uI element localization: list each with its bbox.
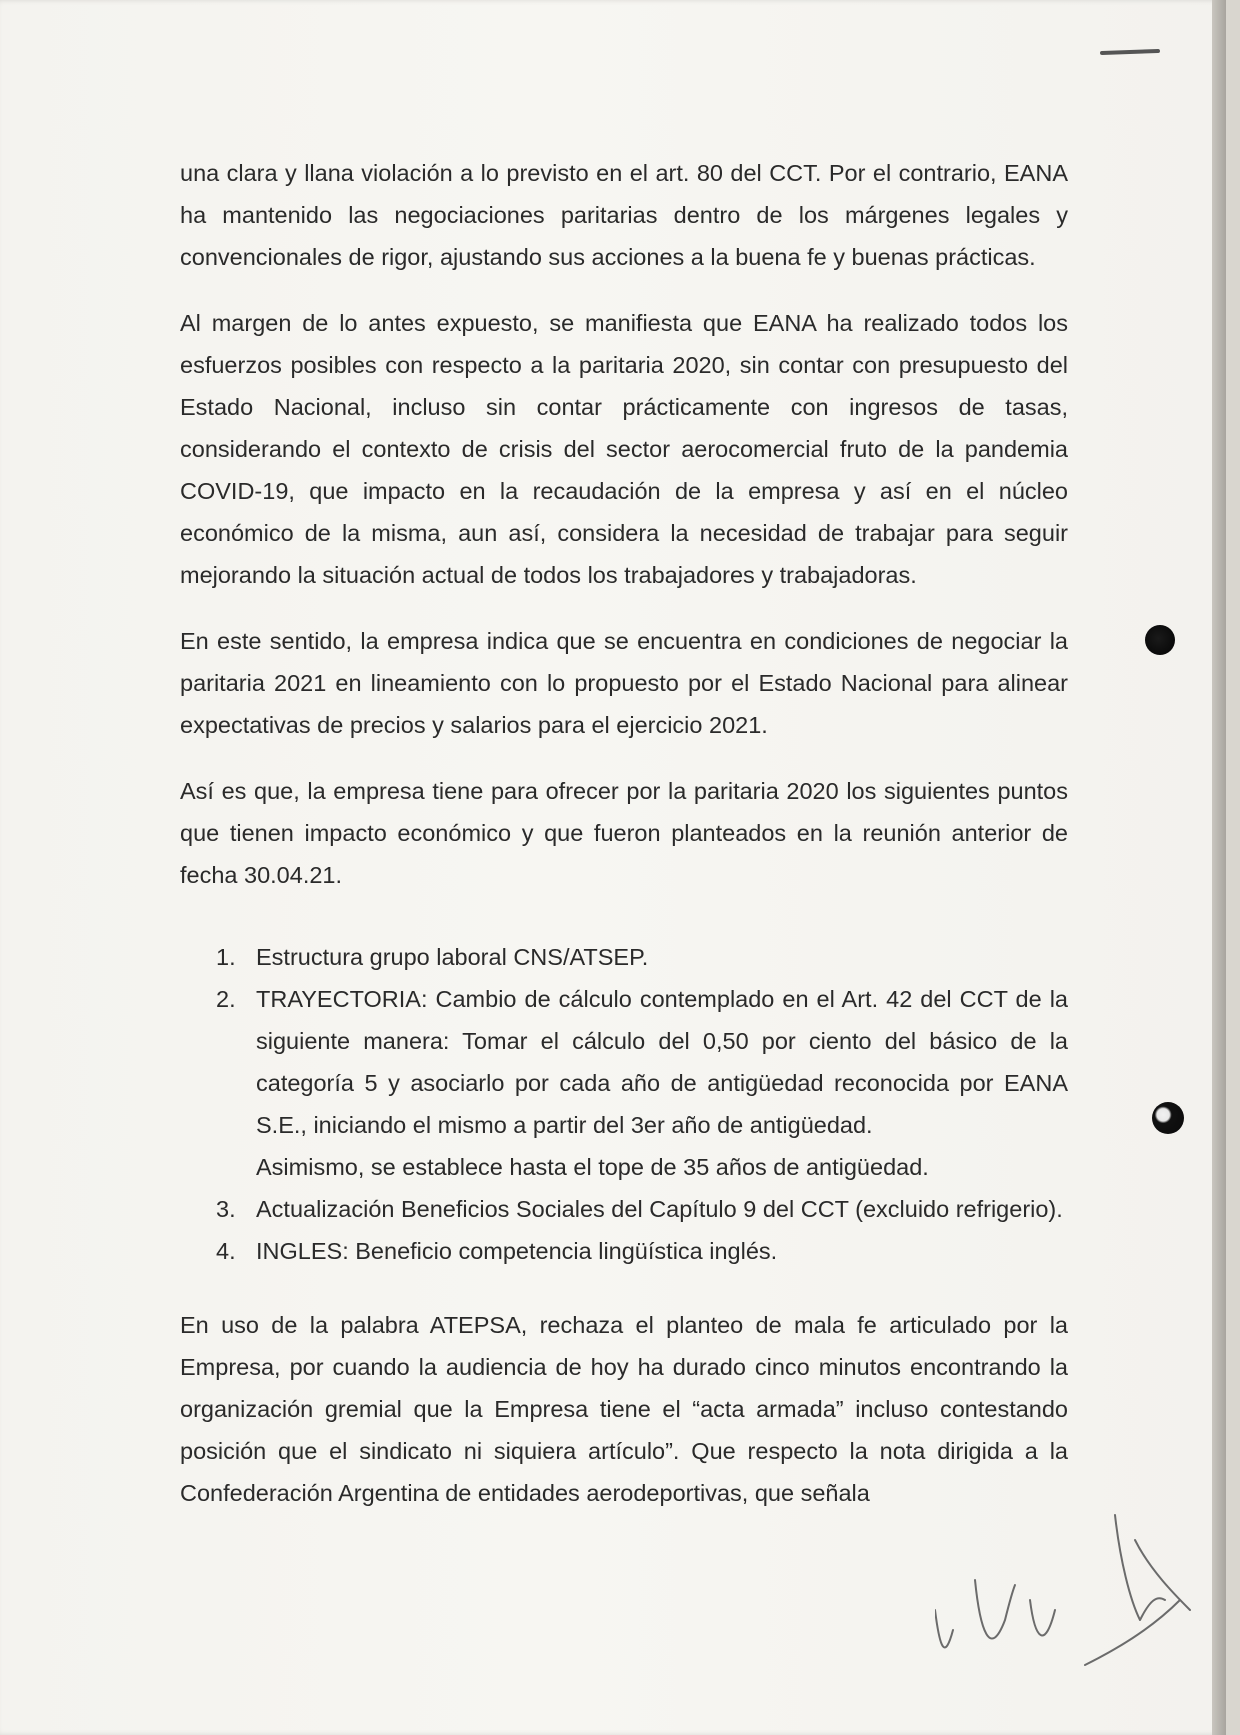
offer-list: [180, 936, 1068, 1272]
handwritten-signature: [935, 1500, 1195, 1700]
closing-paragraph: En uso de la palabra ATEPSA, rechaza el planteo de mala fe articulado por la Empresa, por cuando la audiencia de hoy ha durado cinco minutos encontrando la organización gremial que la Empresa tiene el “acta armada” incluso contestando posición que el sindicato ni siquiera artículo”. Que respecto la nota dirigida a la Confederación Argentina de entidades aerodeportivas, que señala: [180, 1312, 1068, 1506]
punch-hole: [1152, 1102, 1184, 1134]
list-item-number: 4.: [216, 1238, 236, 1264]
list-item-number: 3.: [216, 1196, 236, 1222]
paragraph-1: una clara y llana violación a lo previsto en el art. 80 del CCT. Por el contrario, EANA ha mantenido las negociaciones paritarias dentro de los márgenes legales y convencionales de rigor, ajustando sus acciones a la buena fe y buenas prácticas.: [180, 160, 1068, 270]
list-item-text: Actualización Beneficios Sociales del Capítulo 9 del CCT (excluido refrigerio).: [256, 1196, 1063, 1222]
list-item: [180, 936, 1068, 978]
list-item-text: INGLES: Beneficio competencia lingüística inglés.: [256, 1238, 778, 1264]
punch-hole: [1145, 625, 1175, 655]
list-item-number: 1.: [216, 944, 236, 970]
document-body: [180, 152, 1068, 1538]
paragraph-4: Así es que, la empresa tiene para ofrecer por la paritaria 2020 los siguientes puntos que tienen impacto económico y que fueron planteados en la reunión anterior de fecha 30.04.21.: [180, 778, 1068, 888]
list-item-number: 2.: [216, 986, 236, 1012]
paragraph-3: En este sentido, la empresa indica que se encuentra en condiciones de negociar la paritaria 2021 en lineamiento con lo propuesto por el Estado Nacional para alinear expectativas de precios y salarios para el ejercicio 2021.: [180, 628, 1068, 738]
list-item: [180, 1230, 1068, 1272]
paragraph-2: Al margen de lo antes expuesto, se manifiesta que EANA ha realizado todos los esfuerzos posibles con respecto a la paritaria 2020, sin contar con presupuesto del Estado Nacional, incluso sin contar prácticamente con ingresos de tasas, considerando el contexto de crisis del sector aerocomercial fruto de la pandemia COVID-19, que impacto en la recaudación de la empresa y así en el núcleo económico de la misma, aun así, considera la necesidad de trabajar para seguir mejorando la situación actual de todos los trabajadores y trabajadoras.: [180, 310, 1068, 588]
list-item-text: TRAYECTORIA: Cambio de cálculo contemplado en el Art. 42 del CCT de la siguiente manera: Tomar el cálculo del 0,50 por ciento del básico de la categoría 5 y asociarlo por cada año de antigüedad reconocida por EANA S.E., iniciando el mismo a partir del 3er año de antigüedad.: [256, 986, 1068, 1138]
list-item-text: Estructura grupo laboral CNS/ATSEP.: [256, 944, 649, 970]
list-item: [180, 978, 1068, 1188]
list-item: [180, 1188, 1068, 1230]
pen-mark: [1100, 49, 1160, 55]
list-item-subtext: Asimismo, se establece hasta el tope de 35 años de antigüedad.: [256, 1154, 929, 1180]
paper-edge: [1212, 0, 1226, 1735]
